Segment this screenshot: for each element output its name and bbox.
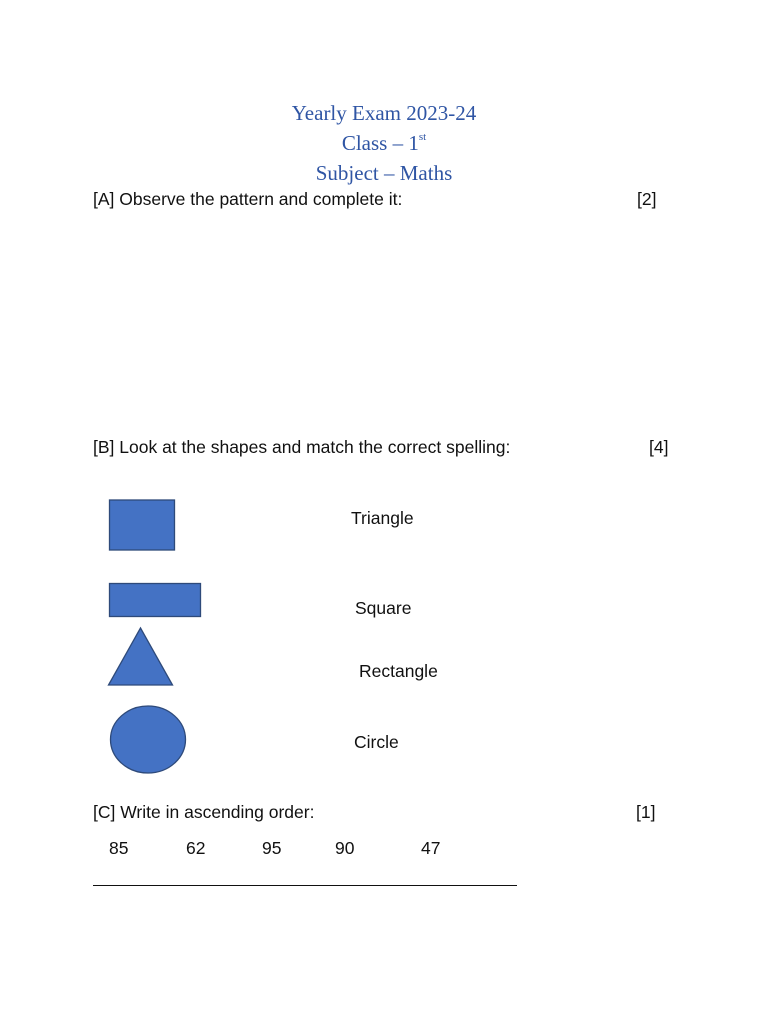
word-triangle: Triangle [351, 508, 414, 528]
section-b-marks: [4] [649, 437, 669, 457]
triangle-shape [109, 628, 173, 685]
answer-line [93, 885, 517, 886]
number-item: 47 [421, 838, 441, 858]
number-item: 62 [186, 838, 206, 858]
word-rectangle: Rectangle [359, 661, 438, 681]
section-c-question: [C] Write in ascending order: [93, 802, 315, 822]
rectangle-shape [110, 584, 201, 617]
number-item: 95 [262, 838, 282, 858]
word-square: Square [355, 598, 412, 618]
square-shape [110, 500, 175, 550]
number-item: 90 [335, 838, 355, 858]
circle-shape [111, 706, 186, 773]
word-circle: Circle [354, 732, 399, 752]
section-c-marks: [1] [636, 802, 656, 822]
subject-label: Subject – Maths [315, 161, 453, 185]
section-b-question: [B] Look at the shapes and match the correct spelling: [93, 437, 511, 457]
section-a-marks: [2] [637, 189, 657, 209]
class-suffix: st [418, 131, 427, 143]
exam-title: Yearly Exam 2023-24 [291, 101, 477, 125]
section-a-question: [A] Observe the pattern and complete it: [93, 189, 403, 209]
class-text: Class – 1 [341, 131, 419, 155]
number-item: 85 [109, 838, 129, 858]
